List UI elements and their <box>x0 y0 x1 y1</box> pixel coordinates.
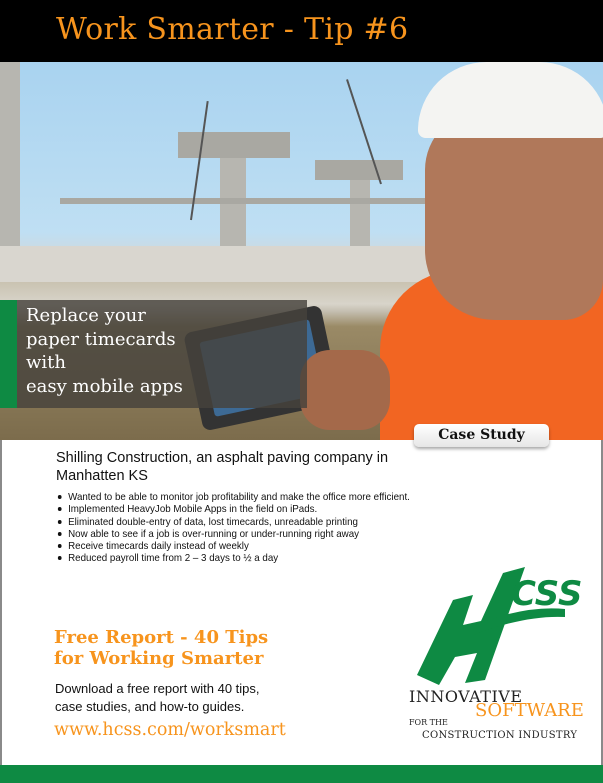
svg-text:CSS: CSS <box>511 574 583 614</box>
overpass-deck <box>60 198 440 204</box>
overpass-deck <box>315 160 403 180</box>
logo-innovative: INNOVATIVE <box>409 687 523 706</box>
case-study-bullets <box>56 491 596 565</box>
tagline-line: paper timecards <box>26 328 176 350</box>
pillar <box>220 158 246 258</box>
worker-hand <box>300 350 390 430</box>
logo-construction-industry: CONSTRUCTION INDUSTRY <box>422 730 578 741</box>
pillar <box>0 62 20 252</box>
bullet-item: Now able to see if a job is over-running or under-running right away <box>56 528 558 540</box>
tagline-line: easy mobile apps <box>26 375 183 397</box>
report-desc-line: Download a free report with 40 tips, <box>55 681 260 696</box>
tagline <box>26 304 183 398</box>
report-title-line: Free Report - 40 Tips <box>54 627 269 648</box>
page-border-left <box>0 440 2 765</box>
bullet-item: Implemented HeavyJob Mobile Apps in the field on iPads. <box>56 503 558 515</box>
report-description <box>55 680 260 716</box>
worker-face <box>425 110 603 320</box>
heading-line: Shilling Construction, an asphalt paving company in <box>56 450 389 466</box>
tagline-line: with <box>26 352 66 373</box>
page-title: Work Smarter - Tip #6 <box>56 12 409 47</box>
bullet-item: Receive timecards daily instead of weekly <box>56 540 558 552</box>
case-study-tab: Case Study <box>414 424 549 447</box>
logo-for-the: FOR THE <box>409 718 448 727</box>
heading-line: Manhatten KS <box>56 468 148 484</box>
bullet-item: Eliminated double-entry of data, lost timecards, unreadable printing <box>56 516 558 528</box>
overpass-deck <box>178 132 290 158</box>
bullet-item: Wanted to be able to monitor job profitability and make the office more efficient. <box>56 491 558 503</box>
report-title-line: for Working Smarter <box>54 648 264 669</box>
road <box>0 246 460 282</box>
footer-bar <box>0 765 603 783</box>
report-url-link[interactable]: www.hcss.com/worksmart <box>54 720 286 740</box>
report-title <box>54 627 268 669</box>
bullet-item: Reduced payroll time from 2 – 3 days to ½ a day <box>56 552 558 564</box>
case-study-heading <box>56 449 596 485</box>
header-banner <box>0 0 603 62</box>
tagline-line: Replace your <box>26 305 146 326</box>
logo-software: SOFTWARE <box>475 700 584 721</box>
case-study-content <box>56 449 596 565</box>
tagline-accent-bar <box>0 300 17 408</box>
report-desc-line: case studies, and how-to guides. <box>55 699 245 714</box>
